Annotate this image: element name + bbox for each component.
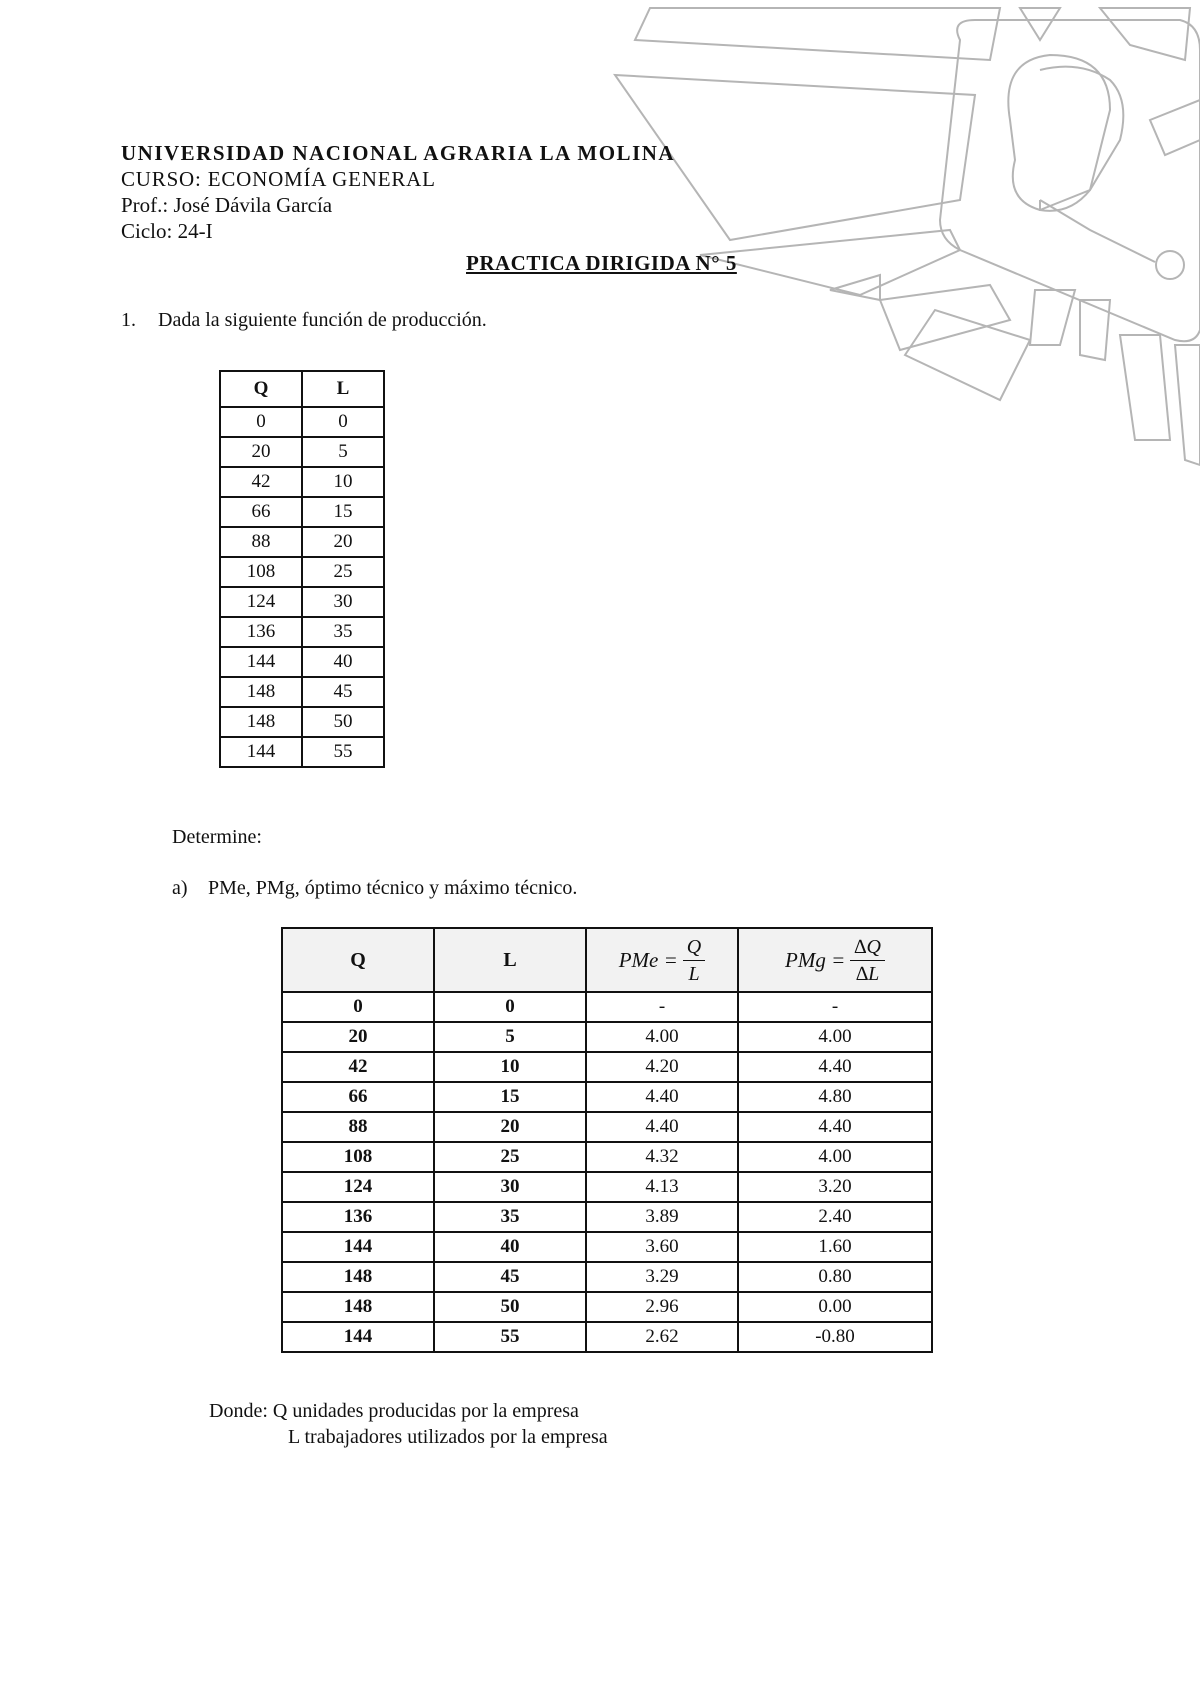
header-q: Q — [282, 928, 434, 992]
table-cell: 42 — [282, 1052, 434, 1082]
pme-denominator: L — [688, 962, 700, 985]
table-row — [282, 1082, 932, 1112]
table-cell: 124 — [282, 1172, 434, 1202]
table-cell: 4.00 — [586, 1022, 738, 1052]
table-cell: 10 — [302, 467, 384, 497]
pme-lhs: PMe = — [618, 947, 678, 972]
table-cell: 144 — [220, 647, 302, 677]
table-row — [282, 1022, 932, 1052]
table-cell: 124 — [220, 587, 302, 617]
course-name: CURSO: ECONOMÍA GENERAL — [121, 167, 436, 191]
table-cell: 20 — [282, 1022, 434, 1052]
table-cell: 4.20 — [586, 1052, 738, 1082]
page-title: PRACTICA DIRIGIDA N° 5 — [466, 251, 737, 275]
pmg-numerator: ∆Q — [850, 934, 885, 961]
table-row — [220, 587, 384, 617]
production-table — [219, 370, 385, 768]
table-cell: 144 — [282, 1232, 434, 1262]
table-cell: 88 — [282, 1112, 434, 1142]
table-cell: 148 — [282, 1262, 434, 1292]
definitions-note — [209, 1398, 608, 1450]
table-cell: 4.40 — [586, 1082, 738, 1112]
table-row — [220, 527, 384, 557]
table-cell: 4.80 — [738, 1082, 932, 1112]
table-cell: 50 — [302, 707, 384, 737]
table-cell: 45 — [434, 1262, 586, 1292]
table-cell: 0 — [302, 407, 384, 437]
table-cell: 3.29 — [586, 1262, 738, 1292]
table-cell: 4.40 — [738, 1052, 932, 1082]
table-row — [282, 1172, 932, 1202]
header-l: L — [434, 928, 586, 992]
university-name: UNIVERSIDAD NACIONAL AGRARIA LA MOLINA — [121, 141, 676, 165]
table-cell: 136 — [282, 1202, 434, 1232]
table-cell: 30 — [434, 1172, 586, 1202]
table-cell: - — [738, 992, 932, 1022]
question-number: 1. — [121, 309, 136, 331]
table-cell: 35 — [434, 1202, 586, 1232]
table-row — [282, 1052, 932, 1082]
academic-cycle: Ciclo: 24-I — [121, 219, 213, 243]
table-cell: 144 — [282, 1322, 434, 1352]
table-cell: 20 — [220, 437, 302, 467]
table-cell: 3.60 — [586, 1232, 738, 1262]
header-pme-formula — [586, 928, 738, 992]
table-cell: 42 — [220, 467, 302, 497]
table-cell: 136 — [220, 617, 302, 647]
definition-l: L trabajadores utilizados por la empresa — [288, 1426, 608, 1448]
table-cell: 144 — [220, 737, 302, 767]
table-row — [220, 467, 384, 497]
table-cell: 0 — [220, 407, 302, 437]
table-row — [282, 1292, 932, 1322]
table-row — [220, 407, 384, 437]
table-row — [282, 1202, 932, 1232]
table-row — [220, 437, 384, 467]
table-cell: 4.00 — [738, 1142, 932, 1172]
professor-name: Prof.: José Dávila García — [121, 193, 333, 217]
pmg-fraction — [850, 934, 885, 987]
table-cell: 15 — [302, 497, 384, 527]
table-row — [220, 707, 384, 737]
table-cell: 0.80 — [738, 1262, 932, 1292]
table-cell: 4.40 — [738, 1112, 932, 1142]
table-cell: 10 — [434, 1052, 586, 1082]
table-cell: 30 — [302, 587, 384, 617]
table-cell: 108 — [220, 557, 302, 587]
table-cell: - — [586, 992, 738, 1022]
table-cell: 1.60 — [738, 1232, 932, 1262]
determine-label: Determine: — [172, 826, 262, 848]
table-cell: 50 — [434, 1292, 586, 1322]
table-row — [282, 1142, 932, 1172]
table-cell: 4.40 — [586, 1112, 738, 1142]
definition-q: Donde: Q unidades producidas por la empresa — [209, 1400, 579, 1422]
table-cell: 40 — [434, 1232, 586, 1262]
part-a — [172, 877, 577, 900]
table-cell: 25 — [302, 557, 384, 587]
table-cell: 148 — [220, 677, 302, 707]
pme-numerator: Q — [683, 934, 705, 961]
table-cell: 0.00 — [738, 1292, 932, 1322]
table-cell: 0 — [282, 992, 434, 1022]
table-cell: 66 — [220, 497, 302, 527]
table-cell: 3.89 — [586, 1202, 738, 1232]
table-row — [220, 677, 384, 707]
table-cell: 4.00 — [738, 1022, 932, 1052]
table-cell: 148 — [282, 1292, 434, 1322]
table-cell: 5 — [434, 1022, 586, 1052]
table-cell: 45 — [302, 677, 384, 707]
table-row — [220, 557, 384, 587]
header-pmg-formula — [738, 928, 932, 992]
table-cell: 108 — [282, 1142, 434, 1172]
part-a-text: PMe, PMg, óptimo técnico y máximo técnico. — [208, 877, 578, 899]
table-row — [282, 1262, 932, 1292]
table-cell: 20 — [434, 1112, 586, 1142]
table-cell: 0 — [434, 992, 586, 1022]
table-header-row — [220, 371, 384, 407]
table-cell: 40 — [302, 647, 384, 677]
question-1 — [121, 309, 487, 332]
table-row — [220, 737, 384, 767]
table-cell: 35 — [302, 617, 384, 647]
question-text: Dada la siguiente función de producción. — [158, 309, 487, 331]
table-row — [220, 497, 384, 527]
table-header-row — [282, 928, 932, 992]
table-cell: 2.62 — [586, 1322, 738, 1352]
results-table — [281, 927, 933, 1353]
header-q: Q — [220, 371, 302, 407]
pmg-denominator: ∆L — [855, 962, 880, 985]
table-cell: 25 — [434, 1142, 586, 1172]
header-l: L — [302, 371, 384, 407]
table-cell: 20 — [302, 527, 384, 557]
table-row — [220, 647, 384, 677]
table-cell: 66 — [282, 1082, 434, 1112]
table-cell: 15 — [434, 1082, 586, 1112]
table-cell: 148 — [220, 707, 302, 737]
table-cell: 55 — [302, 737, 384, 767]
table-row — [282, 1232, 932, 1262]
pme-fraction — [683, 934, 705, 987]
table-cell: 2.40 — [738, 1202, 932, 1232]
table-row — [282, 1112, 932, 1142]
table-row — [282, 1322, 932, 1352]
document-header — [121, 140, 675, 244]
table-cell: 4.13 — [586, 1172, 738, 1202]
pmg-lhs: PMg = — [785, 947, 846, 972]
part-a-label: a) — [172, 877, 188, 899]
table-cell: 2.96 — [586, 1292, 738, 1322]
table-row — [220, 617, 384, 647]
table-cell: 88 — [220, 527, 302, 557]
table-cell: 3.20 — [738, 1172, 932, 1202]
table-cell: -0.80 — [738, 1322, 932, 1352]
table-cell: 5 — [302, 437, 384, 467]
table-cell: 4.32 — [586, 1142, 738, 1172]
table-row — [282, 992, 932, 1022]
table-cell: 55 — [434, 1322, 586, 1352]
